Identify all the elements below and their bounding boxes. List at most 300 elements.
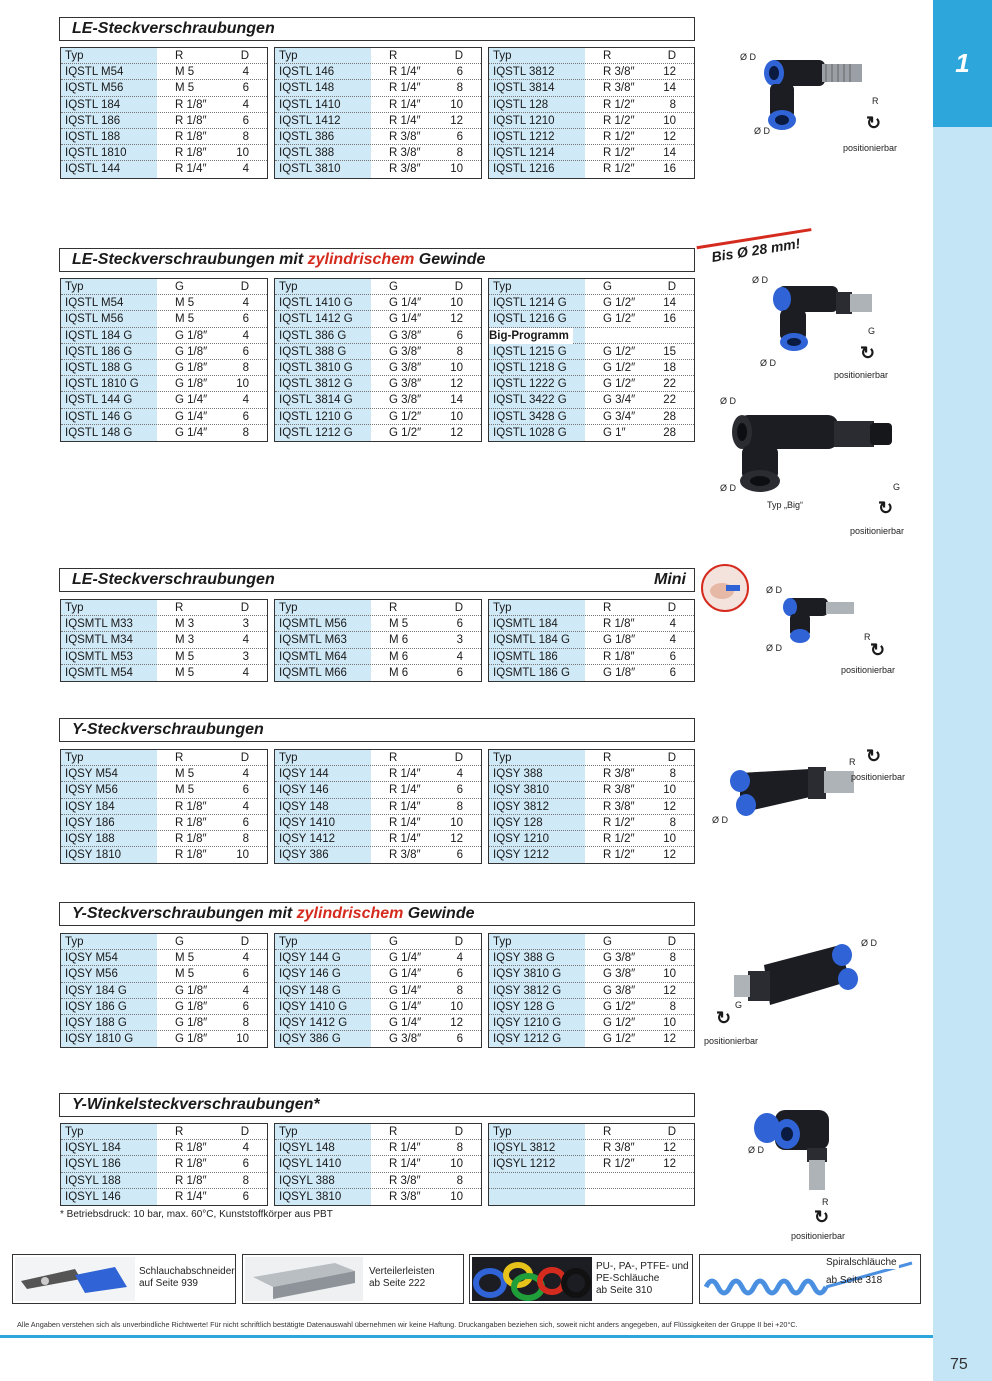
thread-cell: R 1/4″ <box>389 114 421 127</box>
diameter-cell: 4 <box>669 618 676 631</box>
diameter-label: Ø D <box>720 483 737 493</box>
type-cell: IQSY 146 G <box>279 968 341 981</box>
crossref-text: ab Seite 222 <box>369 1278 426 1289</box>
rotate-icon: ↻ <box>716 1008 732 1028</box>
table-row <box>61 815 267 831</box>
table-row <box>275 311 481 327</box>
thread-cell: M 6 <box>389 634 409 647</box>
diameter-cell: D <box>240 602 249 614</box>
disclaimer: Alle Angaben verstehen sich als unverbindliche Richtwerte! Für nicht schriftlich bestätigte Datenauswahl übernehmen wir keine Haftung. Druckangaben beziehen sich, soweit nicht anders angegeben, auf Flüssigkeiten der Gruppe II bei +20°C. <box>17 1320 798 1329</box>
type-cell: IQSTL 1222 G <box>493 378 567 391</box>
diameter-cell: 10 <box>236 378 249 391</box>
table-row <box>275 983 481 999</box>
type-cell: Typ <box>65 752 84 764</box>
thread-cell: G 1/8″ <box>175 1000 208 1013</box>
type-cell: IQSTL M54 <box>65 66 124 79</box>
table-row <box>489 616 694 632</box>
table-row <box>489 1140 694 1156</box>
thread-label: G <box>868 326 876 336</box>
diameter-cell: D <box>667 752 676 764</box>
thread-cell: G <box>603 936 612 948</box>
thread-cell: R 3/8″ <box>389 1190 421 1203</box>
table-row <box>61 328 267 344</box>
thread-cell: G 1/8″ <box>175 345 208 358</box>
type-cell: IQSTL 386 <box>279 130 335 143</box>
thread-cell: M 6 <box>389 650 409 663</box>
thread-cell: R 1/4″ <box>175 163 207 176</box>
thread-cell: G 1/2″ <box>389 410 422 423</box>
table-row <box>275 1189 481 1205</box>
thread-cell: G 1/2″ <box>603 345 636 358</box>
thread-cell: M 5 <box>175 82 195 95</box>
crossref-text: Schlauchabschneider <box>139 1266 235 1277</box>
type-cell: IQSYL 186 <box>65 1158 121 1171</box>
thread-label: R <box>822 1197 829 1207</box>
type-cell: IQSTL 144 <box>65 163 121 176</box>
table-y-1 <box>60 749 268 864</box>
diameter-cell: 4 <box>242 66 249 79</box>
table-row <box>61 1031 267 1047</box>
diameter-cell: 8 <box>456 1142 463 1155</box>
diameter-cell: 6 <box>242 345 249 358</box>
type-cell: IQSTL 1810 <box>65 147 127 160</box>
diameter-cell: 10 <box>450 297 463 310</box>
type-cell: IQSY 3810 G <box>493 968 562 981</box>
diameter-cell: 4 <box>242 98 249 111</box>
diameter-cell: D <box>454 752 463 764</box>
thread-cell: R 1/8″ <box>603 618 635 631</box>
type-cell: IQSY 3812 G <box>493 984 562 997</box>
type-cell: IQSY 1212 G <box>493 1033 562 1046</box>
diameter-cell: 10 <box>236 1033 249 1046</box>
table-row <box>61 1189 267 1205</box>
thread-cell: R <box>175 602 184 614</box>
type-cell: IQSTL 1210 <box>493 114 555 127</box>
mini-fitting-image <box>780 592 870 652</box>
diameter-label: Ø D <box>766 643 783 653</box>
thread-cell: G 1/4″ <box>389 968 422 981</box>
table-le-1 <box>60 47 268 179</box>
table-row <box>61 999 267 1015</box>
table-row <box>61 1140 267 1156</box>
le-big-fitting-image <box>726 405 906 495</box>
thread-cell: R 1/2″ <box>603 130 635 143</box>
thread-cell: R <box>603 602 612 614</box>
thread-cell: R 1/8″ <box>175 832 207 845</box>
type-cell: Typ <box>493 1126 512 1138</box>
type-cell: Typ <box>65 281 84 293</box>
thread-cell: R <box>175 50 184 62</box>
table-row <box>489 649 694 665</box>
thread-cell: G 1/8″ <box>175 361 208 374</box>
table-row <box>275 328 481 344</box>
table-y-zyl-2 <box>274 933 482 1048</box>
thread-cell: R 1/8″ <box>175 1174 207 1187</box>
thread-cell: G <box>389 281 398 293</box>
type-cell: IQSY 3812 <box>493 800 550 813</box>
diameter-cell: 4 <box>242 329 249 342</box>
table-row <box>489 113 694 129</box>
diameter-cell: 6 <box>456 66 463 79</box>
bottom-rule <box>0 1335 933 1338</box>
diameter-cell: 10 <box>450 816 463 829</box>
thread-cell: R 1/4″ <box>389 800 421 813</box>
type-cell: IQSY 1412 G <box>279 1016 348 1029</box>
table-row <box>61 665 267 681</box>
diameter-cell: 14 <box>450 394 463 407</box>
diameter-cell: 6 <box>456 1033 463 1046</box>
subheading-row <box>489 328 694 344</box>
thread-cell: M 5 <box>175 784 195 797</box>
diameter-cell: 10 <box>450 1000 463 1013</box>
diameter-cell: 12 <box>663 130 676 143</box>
positionierbar-label: positionierbar <box>841 665 896 675</box>
thread-cell: G 1″ <box>603 426 626 439</box>
thread-label: R <box>872 96 879 106</box>
diameter-cell: 6 <box>456 784 463 797</box>
table-row <box>275 64 481 80</box>
table-header-row <box>489 934 694 950</box>
table-row <box>489 665 694 681</box>
table-row <box>61 64 267 80</box>
crossref-schlauchabschneider[interactable] <box>12 1254 236 1304</box>
type-cell: Typ <box>65 602 84 614</box>
diameter-cell: D <box>454 1126 463 1138</box>
diameter-cell: 12 <box>663 1033 676 1046</box>
table-row <box>275 966 481 982</box>
table-row <box>275 129 481 145</box>
type-cell: IQSTL 386 G <box>279 329 347 342</box>
diameter-cell: 10 <box>236 849 249 862</box>
crossref-text: PE-Schläuche <box>596 1273 660 1284</box>
table-row <box>61 782 267 798</box>
type-cell: Typ <box>493 602 512 614</box>
diameter-cell: D <box>667 281 676 293</box>
type-cell: IQSTL 1214 G <box>493 297 567 310</box>
thread-label: R <box>849 757 856 767</box>
thread-label: R <box>864 632 871 642</box>
thread-cell: G 1/4″ <box>389 984 422 997</box>
diameter-cell: 4 <box>242 163 249 176</box>
diameter-cell: 8 <box>456 984 463 997</box>
thread-cell: M 5 <box>175 952 195 965</box>
type-cell: IQSTL 1215 G <box>493 345 567 358</box>
diameter-cell: 10 <box>663 1016 676 1029</box>
table-row <box>275 847 481 863</box>
thread-cell: R 3/8″ <box>389 130 421 143</box>
table-row <box>489 376 694 392</box>
type-cell: IQSMTL 186 G <box>493 666 570 679</box>
table-row <box>61 129 267 145</box>
diameter-label: Ø D <box>766 585 783 595</box>
diameter-cell: D <box>240 281 249 293</box>
side-strip <box>933 127 992 1381</box>
thread-cell: R 1/2″ <box>603 114 635 127</box>
thread-cell: R 1/4″ <box>389 1142 421 1155</box>
page-number: 75 <box>950 1356 968 1373</box>
table-header-row <box>489 600 694 616</box>
diameter-cell: 22 <box>663 378 676 391</box>
thread-cell: G <box>603 281 612 293</box>
diameter-cell: 22 <box>663 394 676 407</box>
thread-cell: R 1/8″ <box>175 98 207 111</box>
table-row <box>489 295 694 311</box>
type-cell: IQSY M56 <box>65 784 118 797</box>
positionierbar-label: positionierbar <box>704 1036 759 1046</box>
big-programm-label: Big-Programm <box>489 328 573 344</box>
table-row <box>489 425 694 441</box>
type-cell: IQSY 186 <box>65 816 115 829</box>
table-header-row <box>275 279 481 295</box>
type-cell: IQSY 386 G <box>279 1033 341 1046</box>
thread-cell: G 1/2″ <box>389 426 422 439</box>
table-row <box>61 392 267 408</box>
table-row <box>275 409 481 425</box>
table-row <box>489 311 694 327</box>
thread-cell: R 1/2″ <box>603 816 635 829</box>
type-cell: IQSMTL 184 G <box>493 634 570 647</box>
table-row <box>489 161 694 177</box>
type-cell: IQSYL 3810 <box>279 1190 342 1203</box>
diameter-label: Ø D <box>748 1145 765 1155</box>
thread-cell: R 1/8″ <box>175 130 207 143</box>
thread-cell: R 1/4″ <box>389 768 421 781</box>
type-cell: IQSTL 1216 G <box>493 313 567 326</box>
thread-cell: M 5 <box>175 66 195 79</box>
type-cell: IQSY 148 G <box>279 984 341 997</box>
diameter-cell: 12 <box>663 849 676 862</box>
crossref-text: PU-, PA-, PTFE- und <box>596 1261 689 1272</box>
diameter-cell: 8 <box>242 1174 249 1187</box>
type-cell: Typ <box>493 281 512 293</box>
type-cell: Typ <box>493 936 512 948</box>
type-cell: IQSTL 128 <box>493 98 549 111</box>
diameter-cell: 14 <box>663 297 676 310</box>
type-cell: IQSMTL 184 <box>493 618 558 631</box>
table-row <box>275 425 481 441</box>
type-cell: IQSTL 3812 G <box>279 378 353 391</box>
positionierbar-label: positionierbar <box>843 143 898 153</box>
table-row <box>489 831 694 847</box>
thread-cell: G 3/8″ <box>603 952 636 965</box>
type-cell: IQSTL 388 <box>279 147 335 160</box>
section-title: LE-Steckverschraubungen <box>59 17 695 41</box>
thread-cell: R 1/4″ <box>389 816 421 829</box>
thread-cell: G 1/2″ <box>603 361 636 374</box>
table-header-row <box>275 934 481 950</box>
thread-cell: R 1/2″ <box>603 98 635 111</box>
table-row <box>61 1173 267 1189</box>
thread-cell: G 3/8″ <box>603 968 636 981</box>
thread-cell: R <box>603 1126 612 1138</box>
table-row <box>275 950 481 966</box>
type-cell: IQSMTL M56 <box>279 618 347 631</box>
type-cell: IQSMTL M33 <box>65 618 133 631</box>
table-y-winkel-1 <box>60 1123 268 1206</box>
table-header-row <box>489 1124 694 1140</box>
rotate-icon: ↻ <box>870 640 886 660</box>
diameter-cell: 28 <box>663 426 676 439</box>
diameter-cell: 4 <box>456 952 463 965</box>
y-zyl-fitting-image <box>730 935 870 1020</box>
diameter-cell: 10 <box>450 98 463 111</box>
mini-hand-image <box>700 563 750 613</box>
table-row <box>489 392 694 408</box>
table-row <box>275 831 481 847</box>
table-row <box>61 113 267 129</box>
type-cell: IQSTL 184 G <box>65 329 133 342</box>
type-cell: Typ <box>493 50 512 62</box>
table-le-mini-3 <box>488 599 695 682</box>
diameter-cell: 10 <box>663 968 676 981</box>
table-row <box>275 1173 481 1189</box>
table-row <box>275 782 481 798</box>
table-row <box>489 360 694 376</box>
thread-cell: R <box>389 752 398 764</box>
thread-cell: G 3/8″ <box>389 1033 422 1046</box>
thread-cell: G 3/8″ <box>389 345 422 358</box>
thread-cell: R 1/8″ <box>175 849 207 862</box>
table-le-3 <box>488 47 695 179</box>
hoses-image <box>472 1257 592 1301</box>
crossref-verteilerleisten[interactable] <box>242 1254 464 1304</box>
thread-cell: R 1/4″ <box>389 784 421 797</box>
diameter-cell: 6 <box>242 1000 249 1013</box>
table-row <box>275 632 481 648</box>
table-row <box>275 815 481 831</box>
type-cell: IQSTL 3812 <box>493 66 555 79</box>
crossref-spiralschlaeuche[interactable] <box>699 1254 921 1304</box>
type-cell: IQSY M54 <box>65 768 118 781</box>
table-row <box>275 1156 481 1172</box>
table-row <box>275 113 481 129</box>
table-row <box>275 1031 481 1047</box>
rotate-icon: ↻ <box>866 746 882 766</box>
table-row <box>489 966 694 982</box>
type-cell: IQSMTL M63 <box>279 634 347 647</box>
type-cell: IQSTL 1410 G <box>279 297 353 310</box>
table-y-winkel-2 <box>274 1123 482 1206</box>
type-cell: IQSTL 144 G <box>65 394 133 407</box>
crossref-text: ab Seite 318 <box>826 1275 883 1286</box>
thread-cell: M 3 <box>175 634 195 647</box>
diameter-cell: 6 <box>456 618 463 631</box>
diameter-label: Ø D <box>754 126 771 136</box>
type-cell: IQSYL 1410 <box>279 1158 342 1171</box>
typ-big-label: Typ „Big“ <box>767 500 804 510</box>
diameter-cell: 14 <box>663 82 676 95</box>
type-cell: IQSYL 3812 <box>493 1142 556 1155</box>
diameter-cell: 8 <box>242 1016 249 1029</box>
thread-cell: M 5 <box>175 313 195 326</box>
diameter-cell: 28 <box>663 410 676 423</box>
table-row <box>489 409 694 425</box>
thread-cell: G 1/2″ <box>603 297 636 310</box>
thread-cell: R 1/8″ <box>175 147 207 160</box>
diameter-cell: 12 <box>450 114 463 127</box>
thread-cell: R 1/2″ <box>603 147 635 160</box>
diameter-cell: 8 <box>669 952 676 965</box>
table-le-mini-1 <box>60 599 268 682</box>
thread-cell: G 1/8″ <box>603 634 636 647</box>
type-cell: IQSY 1212 <box>493 849 550 862</box>
bis-28-banner: Bis Ø 28 mm! <box>697 228 816 274</box>
diameter-cell: 16 <box>663 313 676 326</box>
diameter-cell: 10 <box>236 147 249 160</box>
table-row <box>489 1189 694 1205</box>
table-row <box>61 425 267 441</box>
table-row <box>275 766 481 782</box>
section-title: Y-Steckverschraubungen <box>59 718 695 742</box>
type-cell: IQSY 388 <box>493 768 543 781</box>
type-cell: IQSMTL M53 <box>65 650 133 663</box>
table-row <box>61 311 267 327</box>
type-cell: Typ <box>65 936 84 948</box>
type-cell: IQSMTL M66 <box>279 666 347 679</box>
type-cell: IQSTL 388 G <box>279 345 347 358</box>
type-cell: IQSYL 388 <box>279 1174 335 1187</box>
type-cell: Typ <box>279 752 298 764</box>
table-row <box>489 1173 694 1189</box>
section-title: Y-Winkelsteckverschraubungen* <box>59 1093 695 1117</box>
table-row <box>275 799 481 815</box>
diameter-label: Ø D <box>712 815 729 825</box>
thread-cell: R 1/2″ <box>603 849 635 862</box>
diameter-cell: 8 <box>456 1174 463 1187</box>
table-row <box>61 409 267 425</box>
thread-cell: R 3/8″ <box>389 849 421 862</box>
table-row <box>275 999 481 1015</box>
table-row <box>489 782 694 798</box>
type-cell: IQSTL 1412 <box>279 114 341 127</box>
thread-cell: R 1/4″ <box>175 1190 207 1203</box>
table-row <box>275 616 481 632</box>
type-cell: IQSY 144 <box>279 768 329 781</box>
type-cell: IQSYL 148 <box>279 1142 335 1155</box>
thread-cell: G 1/4″ <box>389 1000 422 1013</box>
table-row <box>275 145 481 161</box>
chapter-tab <box>933 0 992 127</box>
crossref-schlaeuche[interactable] <box>469 1254 693 1304</box>
thread-cell: G 1/8″ <box>175 1033 208 1046</box>
table-header-row <box>275 600 481 616</box>
type-cell: IQSY 128 <box>493 816 543 829</box>
diameter-cell: 14 <box>663 147 676 160</box>
thread-cell: R 1/8″ <box>175 800 207 813</box>
thread-cell: M 5 <box>175 768 195 781</box>
thread-cell: R <box>389 602 398 614</box>
table-row <box>275 344 481 360</box>
diameter-cell: 10 <box>450 1158 463 1171</box>
thread-cell: R 3/8″ <box>389 163 421 176</box>
type-cell: IQSY 1210 G <box>493 1016 562 1029</box>
diameter-cell: 6 <box>242 1190 249 1203</box>
diameter-cell: D <box>667 936 676 948</box>
thread-cell: G 1/8″ <box>175 1016 208 1029</box>
diameter-cell: 6 <box>456 968 463 981</box>
type-cell: IQSTL 3428 G <box>493 410 567 423</box>
type-cell: IQSTL 3814 <box>493 82 555 95</box>
table-row <box>489 64 694 80</box>
table-row <box>275 392 481 408</box>
table-row <box>275 360 481 376</box>
table-header-row <box>61 279 267 295</box>
diameter-cell: 8 <box>242 426 249 439</box>
rotate-icon: ↻ <box>814 1207 830 1227</box>
cutter-image <box>15 1257 135 1301</box>
table-header-row <box>61 1124 267 1140</box>
table-y-winkel-3 <box>488 1123 695 1206</box>
